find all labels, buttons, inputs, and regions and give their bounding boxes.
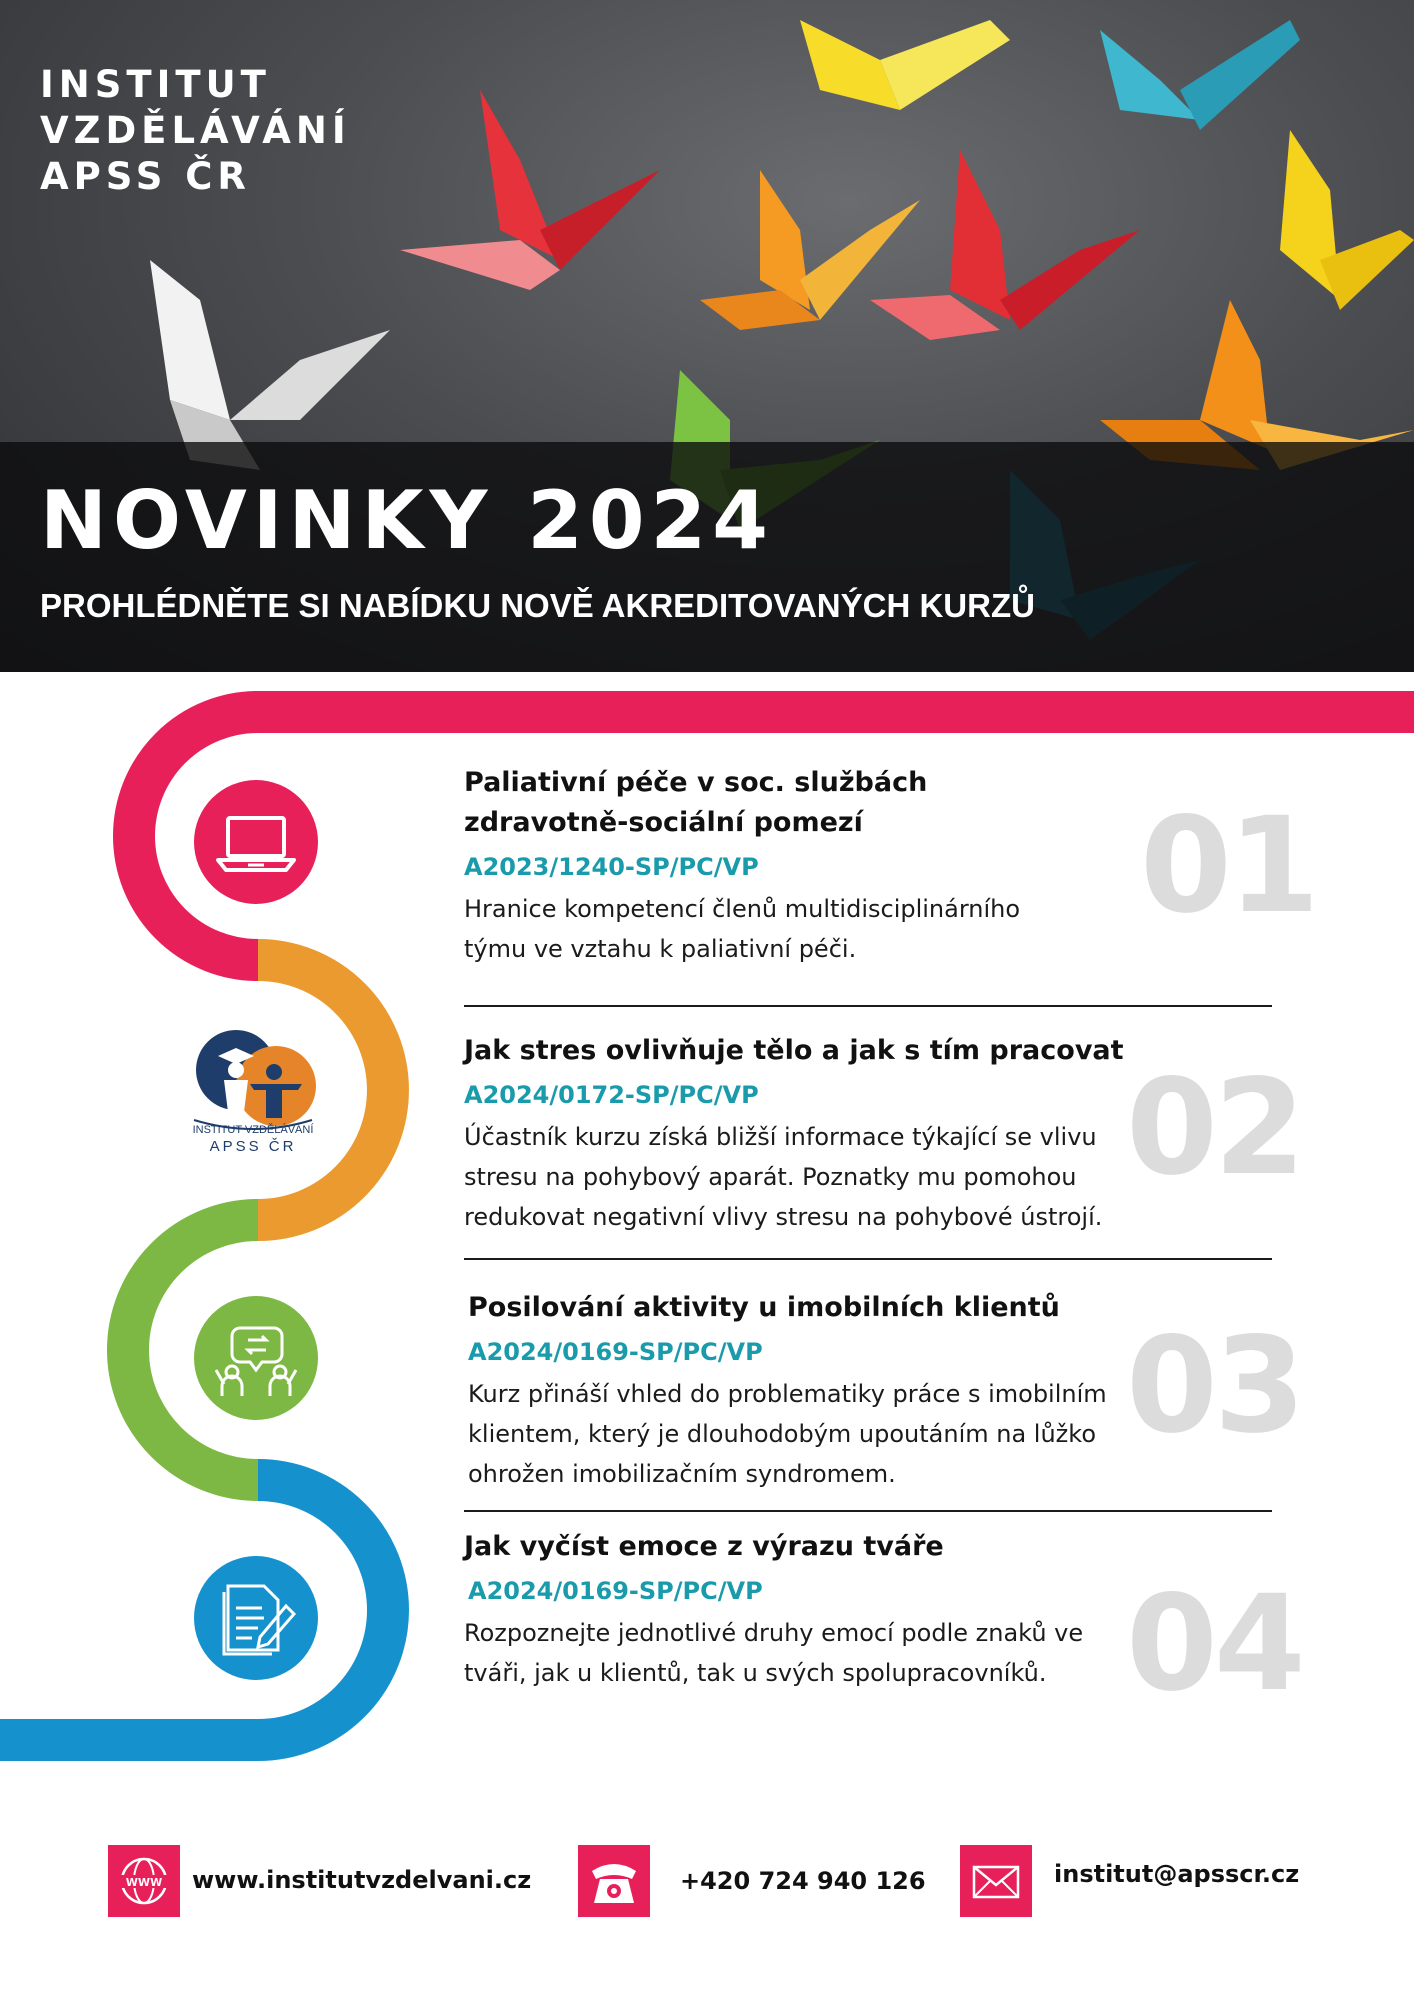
document-icon-circle bbox=[194, 1556, 318, 1680]
course-1-title-line2: zdravotně-sociální pomezí bbox=[464, 807, 863, 838]
course-3-desc-line2: klientem, který je dlouhodobým upoutáním na lůžko bbox=[468, 1420, 1097, 1448]
course-2-description bbox=[464, 1117, 1144, 1237]
globe-icon bbox=[108, 1845, 180, 1917]
phone-icon-box[interactable] bbox=[578, 1845, 650, 1917]
course-4-description bbox=[464, 1613, 1144, 1693]
course-1-title-line1: Paliativní péče v soc. službách bbox=[464, 767, 928, 798]
telephone-icon bbox=[578, 1845, 650, 1917]
laptop-icon-circle bbox=[194, 780, 318, 904]
course-3-description bbox=[468, 1374, 1148, 1494]
course-4-desc-line1: Rozpoznejte jednotlivé druhy emocí podle znaků ve bbox=[464, 1619, 1084, 1647]
course-4-desc-line2: tváři, jak u klientů, tak u svých spolupracovníků. bbox=[464, 1659, 1047, 1687]
course-2-desc-line3: redukovat negativní vlivy stresu na pohybové ústrojí. bbox=[464, 1203, 1103, 1231]
page-subtitle: PROHLÉDNĚTE SI NABÍDKU NOVĚ AKREDITOVANÝCH KURZŮ bbox=[40, 587, 1035, 624]
course-3-desc-line1: Kurz přináší vhled do problematiky práce s imobilním bbox=[468, 1380, 1107, 1408]
laptop-icon bbox=[194, 780, 318, 904]
website-link[interactable]: www.institutvzdelvani.cz bbox=[192, 1866, 532, 1894]
course-3-number: 03 bbox=[1126, 1309, 1302, 1463]
logo-text-line1: INSTITUT VZDĚLÁVÁNÍ bbox=[192, 1124, 314, 1136]
envelope-icon bbox=[960, 1845, 1032, 1917]
course-2-code: A2024/0172-SP/PC/VP bbox=[464, 1081, 759, 1109]
document-pen-icon bbox=[194, 1556, 318, 1680]
course-3-title: Posilování aktivity u imobilních klientů bbox=[468, 1292, 1060, 1323]
people-icon-circle bbox=[194, 1296, 318, 1420]
web-icon-box[interactable] bbox=[108, 1845, 180, 1917]
course-1-desc-line2: týmu ve vztahu k paliativní péči. bbox=[464, 935, 857, 963]
organization-name bbox=[40, 62, 351, 200]
hero-banner bbox=[0, 0, 1414, 672]
course-4-title: Jak vyčíst emoce z výrazu tváře bbox=[464, 1531, 944, 1562]
logo-text-line2: APSS ČR bbox=[209, 1138, 297, 1155]
course-3-desc-line3: ohrožen imobilizačním syndromem. bbox=[468, 1460, 896, 1488]
course-1-number: 01 bbox=[1140, 789, 1316, 943]
course-4-code: A2024/0169-SP/PC/VP bbox=[468, 1577, 763, 1605]
course-4-number: 04 bbox=[1126, 1567, 1302, 1721]
svg-text:WWW: WWW bbox=[125, 1876, 163, 1889]
phone-number[interactable]: +420 724 940 126 bbox=[680, 1867, 926, 1895]
divider-1 bbox=[464, 1005, 1272, 1007]
course-2-desc-line2: stresu na pohybový aparát. Poznatky mu pomohou bbox=[464, 1163, 1077, 1191]
divider-2 bbox=[464, 1258, 1272, 1260]
org-line-3: APSS ČR bbox=[40, 155, 251, 198]
course-1-desc-line1: Hranice kompetencí členů multidisciplinárního bbox=[464, 895, 1021, 923]
course-2-number: 02 bbox=[1126, 1051, 1302, 1205]
email-link[interactable]: institut@apsscr.cz bbox=[1054, 1860, 1300, 1888]
divider-3 bbox=[464, 1510, 1272, 1512]
course-1-code: A2023/1240-SP/PC/VP bbox=[464, 853, 759, 881]
org-line-1: INSTITUT bbox=[40, 63, 271, 106]
course-3-code: A2024/0169-SP/PC/VP bbox=[468, 1338, 763, 1366]
people-exchange-icon bbox=[194, 1296, 318, 1420]
course-1-description bbox=[464, 889, 1144, 969]
email-icon-box[interactable] bbox=[960, 1845, 1032, 1917]
page-title: NOVINKY 2024 bbox=[40, 474, 774, 567]
org-line-2: VZDĚLÁVÁNÍ bbox=[40, 109, 351, 152]
course-2-desc-line1: Účastník kurzu získá bližší informace týkající se vlivu bbox=[464, 1123, 1097, 1151]
institute-logo bbox=[178, 1028, 328, 1158]
course-2-title: Jak stres ovlivňuje tělo a jak s tím pracovat bbox=[464, 1035, 1124, 1066]
